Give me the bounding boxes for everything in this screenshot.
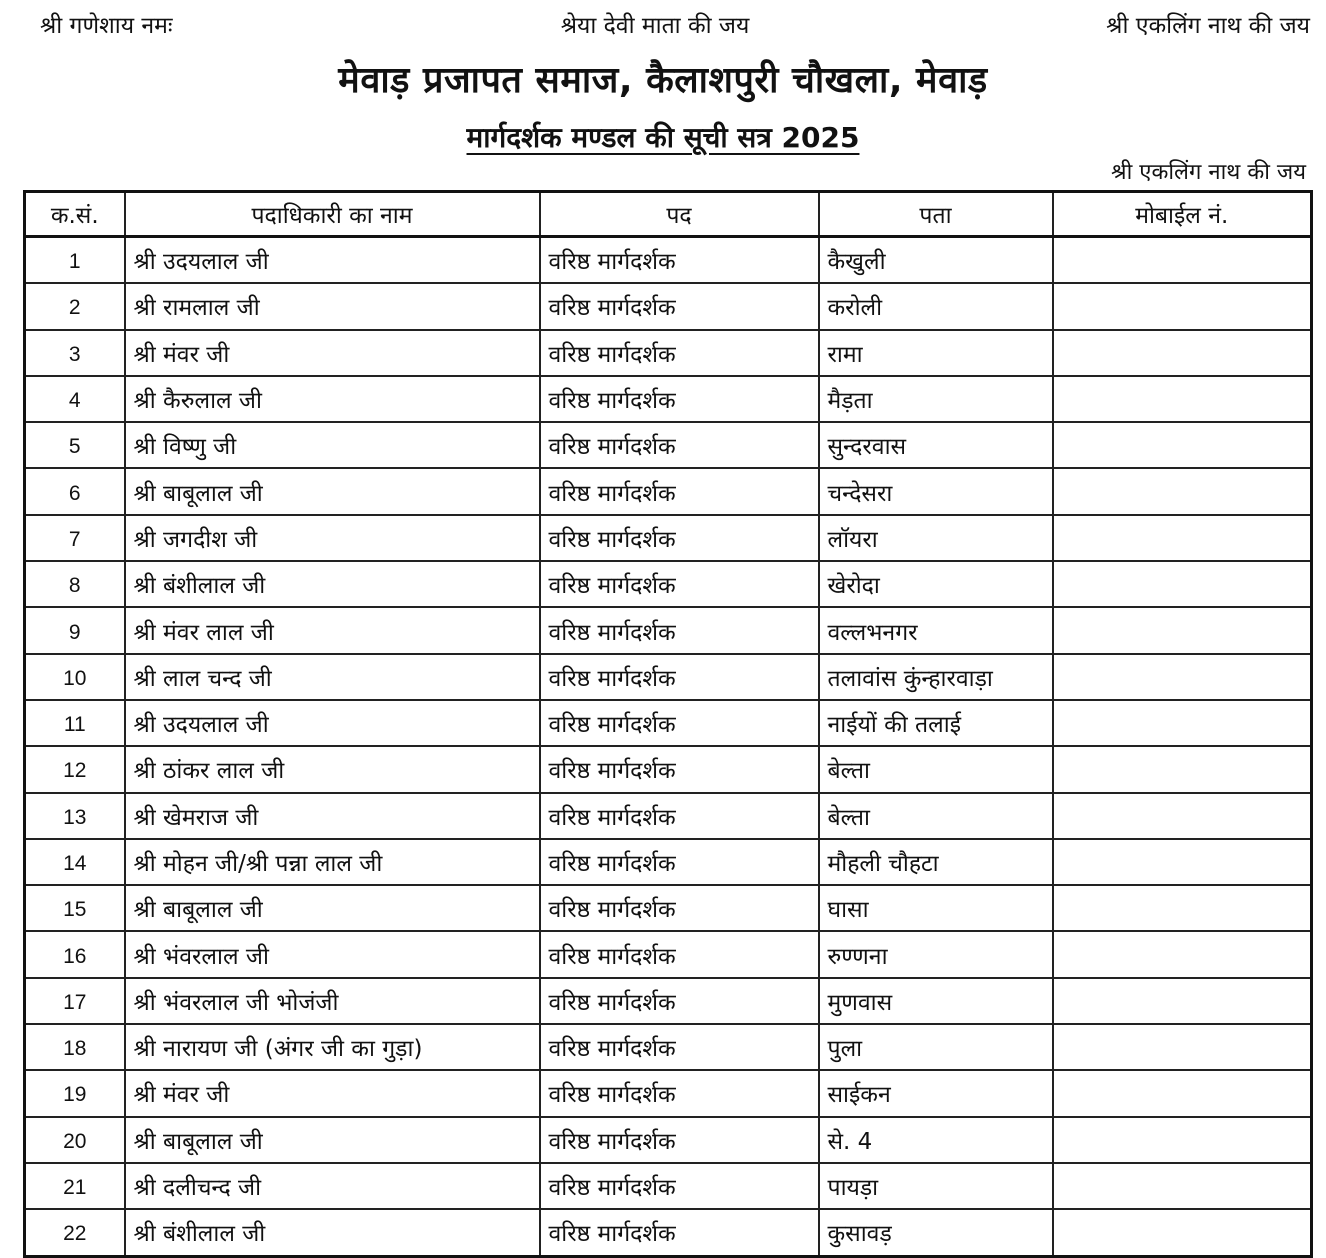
post-cell: वरिष्ठ मार्गदर्शक [540, 515, 819, 561]
address-cell: कैखुली [819, 237, 1053, 284]
name-cell: श्री विष्णु जी [125, 422, 540, 468]
name-cell: श्री बाबूलाल जी [125, 885, 540, 931]
post-cell: वरिष्ठ मार्गदर्शक [540, 607, 819, 653]
name-cell: श्री जगदीश जी [125, 515, 540, 561]
invocation-eklingnath: श्री एकलिंग नाथ की जय [1106, 13, 1310, 39]
col-header-mobile: मोबाईल नं. [1053, 192, 1312, 237]
name-cell: श्री बंशीलाल जी [125, 561, 540, 607]
mobile-cell [1053, 1024, 1312, 1070]
table-header [25, 192, 1312, 237]
table-row [25, 607, 1312, 653]
col-header-serial: क.सं. [25, 192, 125, 237]
serial-cell: 9 [25, 607, 125, 653]
mobile-cell [1053, 330, 1312, 376]
address-cell: घासा [819, 885, 1053, 931]
serial-cell: 12 [25, 746, 125, 792]
mobile-cell [1053, 931, 1312, 977]
name-cell: श्री मोहन जी/श्री पन्ना लाल जी [125, 839, 540, 885]
name-cell: श्री ठांकर लाल जी [125, 746, 540, 792]
address-cell: खेरोदा [819, 561, 1053, 607]
address-cell: चन्देसरा [819, 468, 1053, 514]
name-cell: श्री लाल चन्द जी [125, 654, 540, 700]
address-cell: मैड़ता [819, 376, 1053, 422]
post-cell: वरिष्ठ मार्गदर्शक [540, 931, 819, 977]
serial-cell: 14 [25, 839, 125, 885]
table-row [25, 237, 1312, 284]
table-row [25, 468, 1312, 514]
table-row [25, 1117, 1312, 1163]
members-table [23, 190, 1313, 1258]
mobile-cell [1053, 237, 1312, 284]
post-cell: वरिष्ठ मार्गदर्शक [540, 330, 819, 376]
post-cell: वरिष्ठ मार्गदर्शक [540, 283, 819, 329]
name-cell: श्री उदयलाल जी [125, 700, 540, 746]
name-cell: श्री भंवरलाल जी भोजंजी [125, 978, 540, 1024]
address-cell: बेल्ता [819, 746, 1053, 792]
mobile-cell [1053, 422, 1312, 468]
table-row [25, 515, 1312, 561]
serial-cell: 7 [25, 515, 125, 561]
table-row [25, 422, 1312, 468]
address-cell: रुण्णना [819, 931, 1053, 977]
table-row [25, 885, 1312, 931]
mobile-cell [1053, 607, 1312, 653]
post-cell: वरिष्ठ मार्गदर्शक [540, 1024, 819, 1070]
serial-cell: 16 [25, 931, 125, 977]
name-cell: श्री नारायण जी (अंगर जी का गुड़ा) [125, 1024, 540, 1070]
table-row [25, 283, 1312, 329]
mobile-cell [1053, 654, 1312, 700]
serial-cell: 19 [25, 1070, 125, 1116]
name-cell: श्री उदयलाल जी [125, 237, 540, 284]
mobile-cell [1053, 839, 1312, 885]
post-cell: वरिष्ठ मार्गदर्शक [540, 1117, 819, 1163]
table-row [25, 1024, 1312, 1070]
post-cell: वरिष्ठ मार्गदर्शक [540, 422, 819, 468]
post-cell: वरिष्ठ मार्गदर्शक [540, 839, 819, 885]
table-row [25, 1163, 1312, 1209]
invocation-ganesh: श्री गणेशाय नमः [40, 13, 173, 39]
name-cell: श्री दलीचन्द जी [125, 1163, 540, 1209]
table-row [25, 931, 1312, 977]
table-row [25, 793, 1312, 839]
organization-title: मेवाड़ प्रजापत समाज, कैलाशपुरी चौखला, मेवाड़ [338, 60, 988, 101]
address-cell: सुन्दरवास [819, 422, 1053, 468]
col-header-post: पद [540, 192, 819, 237]
mobile-cell [1053, 700, 1312, 746]
post-cell: वरिष्ठ मार्गदर्शक [540, 978, 819, 1024]
mobile-cell [1053, 561, 1312, 607]
serial-cell: 10 [25, 654, 125, 700]
address-cell: पायड़ा [819, 1163, 1053, 1209]
mobile-cell [1053, 978, 1312, 1024]
header-row [25, 192, 1312, 237]
serial-cell: 17 [25, 978, 125, 1024]
table-row [25, 1209, 1312, 1256]
mobile-cell [1053, 283, 1312, 329]
invocation-shreya-devi: श्रेया देवी माता की जय [560, 13, 750, 39]
serial-cell: 15 [25, 885, 125, 931]
table-row [25, 700, 1312, 746]
serial-cell: 5 [25, 422, 125, 468]
name-cell: श्री कैरुलाल जी [125, 376, 540, 422]
mobile-cell [1053, 1163, 1312, 1209]
table-row [25, 654, 1312, 700]
address-cell: वल्लभनगर [819, 607, 1053, 653]
mobile-cell [1053, 1117, 1312, 1163]
serial-cell: 4 [25, 376, 125, 422]
address-cell: लॉयरा [819, 515, 1053, 561]
post-cell: वरिष्ठ मार्गदर्शक [540, 1209, 819, 1256]
mobile-cell [1053, 468, 1312, 514]
name-cell: श्री मंवर जी [125, 330, 540, 376]
address-cell: करोली [819, 283, 1053, 329]
table-row [25, 746, 1312, 792]
serial-cell: 21 [25, 1163, 125, 1209]
post-cell: वरिष्ठ मार्गदर्शक [540, 1070, 819, 1116]
name-cell: श्री खेमराज जी [125, 793, 540, 839]
serial-cell: 11 [25, 700, 125, 746]
list-title: मार्गदर्शक मण्डल की सूची सत्र 2025 [466, 121, 860, 154]
address-cell: कुसावड़ [819, 1209, 1053, 1256]
col-header-address: पता [819, 192, 1053, 237]
address-cell: मुणवास [819, 978, 1053, 1024]
address-cell: तलावांस कुंन्हारवाड़ा [819, 654, 1053, 700]
col-header-name: पदाधिकारी का नाम [125, 192, 540, 237]
mobile-cell [1053, 746, 1312, 792]
mobile-cell [1053, 793, 1312, 839]
mobile-cell [1053, 1209, 1312, 1256]
table-row [25, 1070, 1312, 1116]
post-cell: वरिष्ठ मार्गदर्शक [540, 654, 819, 700]
serial-cell: 20 [25, 1117, 125, 1163]
table-row [25, 839, 1312, 885]
serial-cell: 6 [25, 468, 125, 514]
address-cell: रामा [819, 330, 1053, 376]
serial-cell: 18 [25, 1024, 125, 1070]
mobile-cell [1053, 1070, 1312, 1116]
name-cell: श्री भंवरलाल जी [125, 931, 540, 977]
address-cell: बेल्ता [819, 793, 1053, 839]
list-title-wrapper [0, 118, 1326, 156]
serial-cell: 13 [25, 793, 125, 839]
table-row [25, 561, 1312, 607]
name-cell: श्री मंवर जी [125, 1070, 540, 1116]
post-cell: वरिष्ठ मार्गदर्शक [540, 700, 819, 746]
serial-cell: 22 [25, 1209, 125, 1256]
mobile-cell [1053, 885, 1312, 931]
name-cell: श्री बाबूलाल जी [125, 468, 540, 514]
table-row [25, 376, 1312, 422]
post-cell: वरिष्ठ मार्गदर्शक [540, 237, 819, 284]
table-row [25, 978, 1312, 1024]
address-cell: साईकन [819, 1070, 1053, 1116]
post-cell: वरिष्ठ मार्गदर्शक [540, 793, 819, 839]
mobile-cell [1053, 515, 1312, 561]
table-body [25, 237, 1312, 1257]
address-cell: मौहली चौहटा [819, 839, 1053, 885]
post-cell: वरिष्ठ मार्गदर्शक [540, 376, 819, 422]
mobile-cell [1053, 376, 1312, 422]
sub-invocation: श्री एकलिंग नाथ की जय [1111, 160, 1306, 185]
serial-cell: 1 [25, 237, 125, 284]
post-cell: वरिष्ठ मार्गदर्शक [540, 746, 819, 792]
serial-cell: 3 [25, 330, 125, 376]
name-cell: श्री बाबूलाल जी [125, 1117, 540, 1163]
address-cell: नाईयों की तलाई [819, 700, 1053, 746]
table-row [25, 330, 1312, 376]
post-cell: वरिष्ठ मार्गदर्शक [540, 885, 819, 931]
name-cell: श्री बंशीलाल जी [125, 1209, 540, 1256]
name-cell: श्री रामलाल जी [125, 283, 540, 329]
serial-cell: 8 [25, 561, 125, 607]
serial-cell: 2 [25, 283, 125, 329]
post-cell: वरिष्ठ मार्गदर्शक [540, 561, 819, 607]
post-cell: वरिष्ठ मार्गदर्शक [540, 468, 819, 514]
post-cell: वरिष्ठ मार्गदर्शक [540, 1163, 819, 1209]
address-cell: से. 4 [819, 1117, 1053, 1163]
address-cell: पुला [819, 1024, 1053, 1070]
name-cell: श्री मंवर लाल जी [125, 607, 540, 653]
